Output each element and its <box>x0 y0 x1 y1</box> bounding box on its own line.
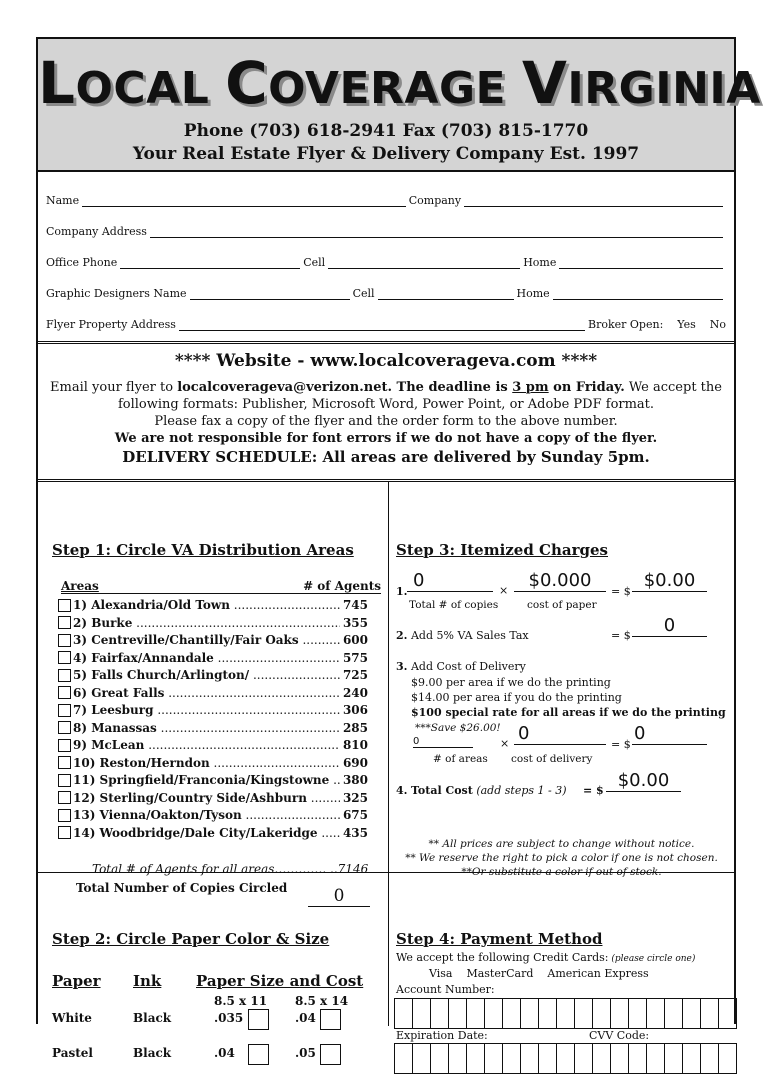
digit-box[interactable] <box>466 998 485 1029</box>
cost-white-14: .04 <box>295 1011 316 1025</box>
area-row[interactable] <box>58 826 368 840</box>
size2-label: 8.5 x 14 <box>295 994 349 1008</box>
checkbox-white-14[interactable] <box>320 1009 341 1030</box>
digit-box[interactable] <box>610 1043 629 1074</box>
digit-box[interactable] <box>394 1043 413 1074</box>
area-agents: 600 <box>342 633 368 647</box>
area-checkbox[interactable] <box>58 616 71 629</box>
home-label: Home <box>523 256 557 269</box>
ink-col-header: Ink <box>133 972 162 990</box>
area-name: 13) Vienna/Oakton/Tyson ..... <box>73 808 340 822</box>
line3-total[interactable]: 0 <box>632 723 707 745</box>
area-checkbox[interactable] <box>58 739 71 752</box>
tagline: Your Real Estate Flyer & Delivery Company Est. 1997 <box>132 144 640 164</box>
digit-box[interactable] <box>646 1043 665 1074</box>
digit-box[interactable] <box>646 998 665 1029</box>
area-agents: 435 <box>342 825 368 840</box>
digit-box[interactable] <box>610 998 629 1029</box>
area-checkbox[interactable] <box>58 669 71 682</box>
area-row[interactable] <box>58 773 368 787</box>
broker-open-yes[interactable]: Yes <box>677 318 696 331</box>
cost-white-11: .035 <box>214 1011 244 1025</box>
digit-box[interactable] <box>538 998 557 1029</box>
area-checkbox[interactable] <box>58 756 71 769</box>
area-row[interactable] <box>58 703 368 717</box>
area-name: 4) Fairfax/Annandale ..... <box>73 651 340 665</box>
area-checkbox[interactable] <box>58 809 71 822</box>
right-column <box>389 482 734 1042</box>
designer-field[interactable] <box>190 289 350 300</box>
step3-line4: 4. Total Cost (add steps 1 - 3) <box>396 784 567 797</box>
save-note: ***Save $26.00! <box>415 722 501 734</box>
step3-line1-number: 1. <box>396 585 408 598</box>
area-agents: 675 <box>342 808 368 822</box>
section-divider <box>38 872 388 873</box>
area-checkbox[interactable] <box>58 826 71 839</box>
card-acceptance: We accept the following Credit Cards: (please circle one) <box>396 951 696 964</box>
area-checkbox[interactable] <box>58 634 71 647</box>
name-label: Name <box>46 194 80 207</box>
area-agents: 745 <box>342 598 368 612</box>
area-row[interactable] <box>58 633 368 647</box>
area-row[interactable] <box>58 756 368 770</box>
cost-pastel-14: .05 <box>295 1046 316 1060</box>
digit-box[interactable] <box>574 998 593 1029</box>
customer-info <box>38 172 734 344</box>
digit-box[interactable] <box>700 998 719 1029</box>
digit-box[interactable] <box>682 1043 701 1074</box>
area-checkbox[interactable] <box>58 791 71 804</box>
area-checkbox[interactable] <box>58 599 71 612</box>
digit-box[interactable] <box>718 998 737 1029</box>
area-checkbox[interactable] <box>58 721 71 734</box>
note-3: **Or substitute a color if out of stock. <box>461 866 662 878</box>
digit-box[interactable] <box>448 998 467 1029</box>
area-row[interactable] <box>58 616 368 630</box>
copies-caption: Total # of copies <box>409 599 499 611</box>
broker-open-no[interactable]: No <box>709 318 726 331</box>
area-name: 14) Woodbridge/Dale City/Lakeridge ..... <box>73 826 340 840</box>
delivery-schedule: DELIVERY SCHEDULE: All areas are delivered by Sunday 5pm. <box>122 448 650 466</box>
fax-instructions: Please fax a copy of the flyer and the order form to the above number. <box>154 414 618 429</box>
times-sign-2: × <box>500 737 510 750</box>
digit-box[interactable] <box>628 998 647 1029</box>
digit-box[interactable] <box>394 998 413 1029</box>
digit-box[interactable] <box>412 1043 431 1074</box>
area-checkbox[interactable] <box>58 651 71 664</box>
area-name: 6) Great Falls ..... <box>73 686 340 700</box>
note-2: ** We reserve the right to pick a color if one is not chosen. <box>405 852 718 864</box>
area-checkbox[interactable] <box>58 774 71 787</box>
area-agents: 690 <box>342 755 368 770</box>
digit-box[interactable] <box>520 1043 539 1074</box>
area-agents: 575 <box>342 650 368 665</box>
designer-cell-field[interactable] <box>378 289 514 300</box>
broker-open-label: Broker Open: <box>588 318 664 331</box>
digit-box[interactable] <box>682 998 701 1029</box>
digit-box[interactable] <box>484 998 503 1029</box>
digit-box[interactable] <box>520 998 539 1029</box>
header <box>38 39 761 172</box>
area-name: 7) Leesburg ..... <box>73 703 340 717</box>
designer-home-label: Home <box>516 287 550 300</box>
digit-box[interactable] <box>484 1043 503 1074</box>
section-divider-right <box>389 872 734 873</box>
total-copies-value[interactable]: 0 <box>308 886 370 907</box>
checkbox-pastel-11[interactable] <box>248 1044 269 1065</box>
ink-white: Black <box>133 1011 172 1025</box>
step1-title: Step 1: Circle VA Distribution Areas <box>52 541 354 559</box>
website-section <box>38 345 734 482</box>
digit-box[interactable] <box>574 1043 593 1074</box>
company-address-field[interactable] <box>150 227 723 238</box>
times-sign: × <box>499 584 509 597</box>
area-row[interactable] <box>58 721 368 735</box>
digit-box[interactable] <box>502 1043 521 1074</box>
digit-box[interactable] <box>430 998 449 1029</box>
sales-tax-value[interactable]: 0 <box>632 615 707 637</box>
area-agents: 325 <box>342 790 368 805</box>
line1-total[interactable]: $0.00 <box>632 570 707 592</box>
account-number-field[interactable] <box>395 998 737 1029</box>
step3-line2: 2. Add 5% VA Sales Tax <box>396 629 529 642</box>
paper-col-header: Paper <box>52 972 101 990</box>
expiration-label: Expiration Date: <box>396 1029 488 1042</box>
area-agents: 355 <box>342 615 368 630</box>
digit-box[interactable] <box>718 1043 737 1074</box>
office-phone-label: Office Phone <box>46 256 118 269</box>
cost-pastel-11: .04 <box>214 1046 235 1060</box>
designer-home-field[interactable] <box>553 289 723 300</box>
area-row[interactable] <box>58 598 368 612</box>
step2-title: Step 2: Circle Paper Color & Size <box>52 930 330 948</box>
area-name: 9) McLean ..... <box>73 738 340 752</box>
cell-field[interactable] <box>328 258 520 269</box>
area-agents: 725 <box>342 668 368 682</box>
size-col-header: Paper Size and Cost <box>196 972 364 990</box>
paper-white: White <box>52 1011 92 1025</box>
area-name: 3) Centreville/Chantilly/Fair Oaks ..... <box>73 633 340 647</box>
account-number-label: Account Number: <box>396 983 495 996</box>
areas-header: Areas # of Agents <box>61 579 381 593</box>
expiration-field[interactable] <box>395 1043 737 1074</box>
name-field[interactable] <box>82 196 406 207</box>
cell-label: Cell <box>303 256 326 269</box>
contact-line: Phone (703) 618-2941 Fax (703) 815-1770 <box>183 121 589 141</box>
cvv-label: CVV Code: <box>589 1029 650 1042</box>
equals-sign-2: = $ <box>611 629 631 642</box>
digit-box[interactable] <box>592 1043 611 1074</box>
email-instructions: Email your flyer to localcoverageva@verizon.net. The deadline is 3 pm on Friday. We accept the following formats: Publisher, Microsoft Word, Power Point, or Adobe PDF format. <box>50 380 722 412</box>
office-phone-field[interactable] <box>120 258 300 269</box>
size1-label: 8.5 x 11 <box>214 994 268 1008</box>
digit-box[interactable] <box>502 998 521 1029</box>
flyer-address-field[interactable] <box>179 320 585 331</box>
company-address-label: Company Address <box>46 225 147 238</box>
order-form <box>36 37 761 1060</box>
digit-box[interactable] <box>700 1043 719 1074</box>
area-agents: 285 <box>342 720 368 735</box>
total-copies-label: Total Number of Copies Circled <box>76 881 288 895</box>
step3-line3: 3. Add Cost of Delivery <box>396 660 526 673</box>
area-name: 8) Manassas ..... <box>73 721 340 735</box>
area-row[interactable] <box>58 651 368 665</box>
digit-box[interactable] <box>664 998 683 1029</box>
area-name: 5) Falls Church/Arlington/ ..... <box>73 668 340 682</box>
flyer-address-label: Flyer Property Address <box>46 318 176 331</box>
website-title: **** Website - www.localcoverageva.com **** <box>174 351 598 371</box>
digit-box[interactable] <box>628 1043 647 1074</box>
areas-caption: # of areas <box>433 753 488 765</box>
designer-cell-label: Cell <box>352 287 375 300</box>
digit-box[interactable] <box>430 1043 449 1074</box>
digit-box[interactable] <box>448 1043 467 1074</box>
total-cost-value[interactable]: $0.00 <box>606 770 681 792</box>
copies-value[interactable]: 0 <box>407 570 493 592</box>
home-field[interactable] <box>559 258 723 269</box>
digit-box[interactable] <box>556 998 575 1029</box>
company-label: Company <box>408 194 462 207</box>
delivery-rate-c: $100 special rate for all areas if we do the printing <box>411 706 726 719</box>
paper-cost-value[interactable]: $0.000 <box>514 570 606 592</box>
area-agents: 306 <box>342 703 368 717</box>
area-name: 2) Burke ..... <box>73 616 340 630</box>
area-agents: 240 <box>342 685 368 700</box>
ink-pastel: Black <box>133 1046 172 1060</box>
total-agents: Total # of Agents for all areas…………. ..7146 <box>92 862 369 876</box>
company-logo: LOCAL COVERAGE VIRGINIA <box>38 49 761 117</box>
delivery-rate-a: $9.00 per area if we do the printing <box>411 676 611 689</box>
area-name: 1) Alexandria/Old Town ..... <box>73 598 340 612</box>
note-1: ** All prices are subject to change without notice. <box>428 838 695 850</box>
area-row[interactable] <box>58 668 368 682</box>
area-name: 10) Reston/Herndon ..... <box>73 756 340 770</box>
digit-box[interactable] <box>592 998 611 1029</box>
font-warning: We are not responsible for font errors if we do not have a copy of the flyer. <box>114 431 658 446</box>
areas-count-value[interactable]: 0 <box>413 736 473 748</box>
checkbox-pastel-14[interactable] <box>320 1044 341 1065</box>
card-options[interactable]: Visa MasterCard American Express <box>429 967 649 980</box>
area-checkbox[interactable] <box>58 686 71 699</box>
paper-cost-caption: cost of paper <box>527 599 597 611</box>
company-field[interactable] <box>464 196 723 207</box>
area-name: 12) Sterling/Country Side/Ashburn ..... <box>73 791 340 805</box>
delivery-caption: cost of delivery <box>511 753 593 765</box>
step4-title: Step 4: Payment Method <box>396 930 603 948</box>
delivery-cost-value[interactable]: 0 <box>514 723 606 745</box>
email-address[interactable]: localcoverageva@verizon.net <box>177 380 388 395</box>
digit-box[interactable] <box>412 998 431 1029</box>
step3-title: Step 3: Itemized Charges <box>396 541 608 559</box>
paper-pastel: Pastel <box>52 1046 93 1060</box>
area-agents: 810 <box>342 738 368 752</box>
area-checkbox[interactable] <box>58 704 71 717</box>
equals-sign-4: = $ <box>583 784 604 797</box>
delivery-rate-b: $14.00 per area if you do the printing <box>411 691 622 704</box>
designer-label: Graphic Designers Name <box>46 287 187 300</box>
left-column <box>38 482 389 1060</box>
equals-sign-3: = $ <box>611 738 631 751</box>
area-row[interactable] <box>58 738 368 752</box>
area-row[interactable] <box>58 791 368 805</box>
area-row[interactable] <box>58 686 368 700</box>
digit-box[interactable] <box>664 1043 683 1074</box>
area-row[interactable] <box>58 808 368 822</box>
digit-box[interactable] <box>556 1043 575 1074</box>
digit-box[interactable] <box>538 1043 557 1074</box>
area-name: 11) Springfield/Franconia/Kingstowne ..... <box>73 773 340 787</box>
checkbox-white-11[interactable] <box>248 1009 269 1030</box>
digit-box[interactable] <box>466 1043 485 1074</box>
equals-sign-1: = $ <box>611 585 631 598</box>
area-agents: 380 <box>342 773 368 787</box>
